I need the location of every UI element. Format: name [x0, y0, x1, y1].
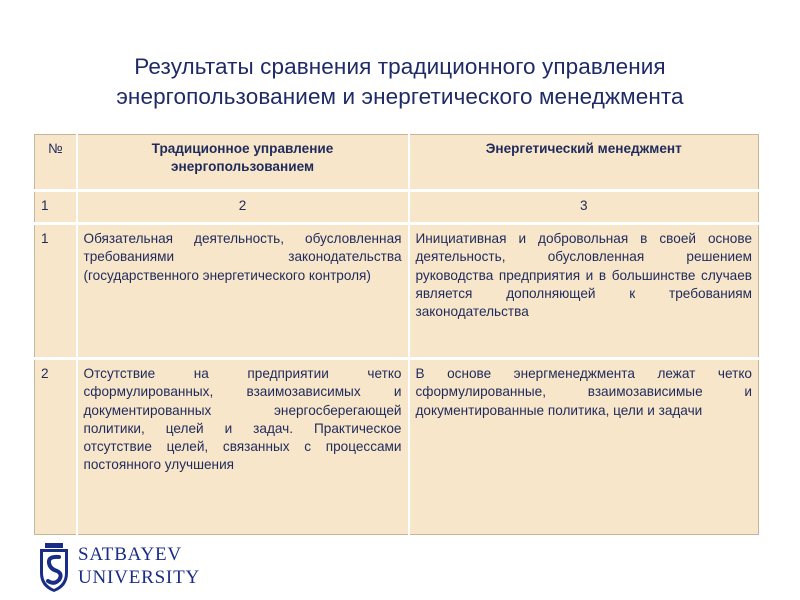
table-row	[35, 224, 759, 359]
column-number-2: 2	[77, 191, 409, 224]
table-row	[35, 359, 759, 535]
shield-emblem-icon	[38, 543, 70, 593]
header-energy-management: Энергетический менеджмент	[409, 135, 759, 191]
row-management-cell: В основе энергменеджмента лежат четко сформулированные, взаимозависимые и документированные политика, цели и задачи	[409, 359, 759, 535]
slide-title	[30, 52, 770, 112]
row-traditional-cell: Обязательная деятельность, обусловленная требованиями законодательства (государственного энергетического контроля)	[77, 224, 409, 359]
university-logo	[38, 543, 208, 593]
row-management-cell: Инициативная и добровольная в своей основе деятельность, обусловленная решением руководства предприятия и в большинстве случаев является дополняющей к требованиям законодательства	[409, 224, 759, 359]
logo-line-1: SATBAYEV	[78, 544, 182, 565]
slide-title-line-2: энергопользованием и энергетического менеджмента	[116, 84, 684, 109]
logo-line-2: UNIVERSITY	[78, 567, 200, 588]
row-number: 1	[35, 224, 77, 359]
slide-title-line-1: Результаты сравнения традиционного управления	[134, 54, 666, 79]
row-traditional-cell: Отсутствие на предприятии четко сформулированных, взаимозависимых и документированных энергосберегающей политики, целей и задач. Практическое отсутствие целей, связанных с процессами постоянного улучшения	[77, 359, 409, 535]
header-traditional: Традиционное управление энергопользованием	[77, 135, 409, 191]
comparison-table	[34, 134, 759, 535]
table-header-row	[35, 135, 759, 191]
row-number: 2	[35, 359, 77, 535]
column-number-1: 1	[35, 191, 77, 224]
header-number: №	[35, 135, 77, 191]
column-number-row	[35, 191, 759, 224]
column-number-3: 3	[409, 191, 759, 224]
